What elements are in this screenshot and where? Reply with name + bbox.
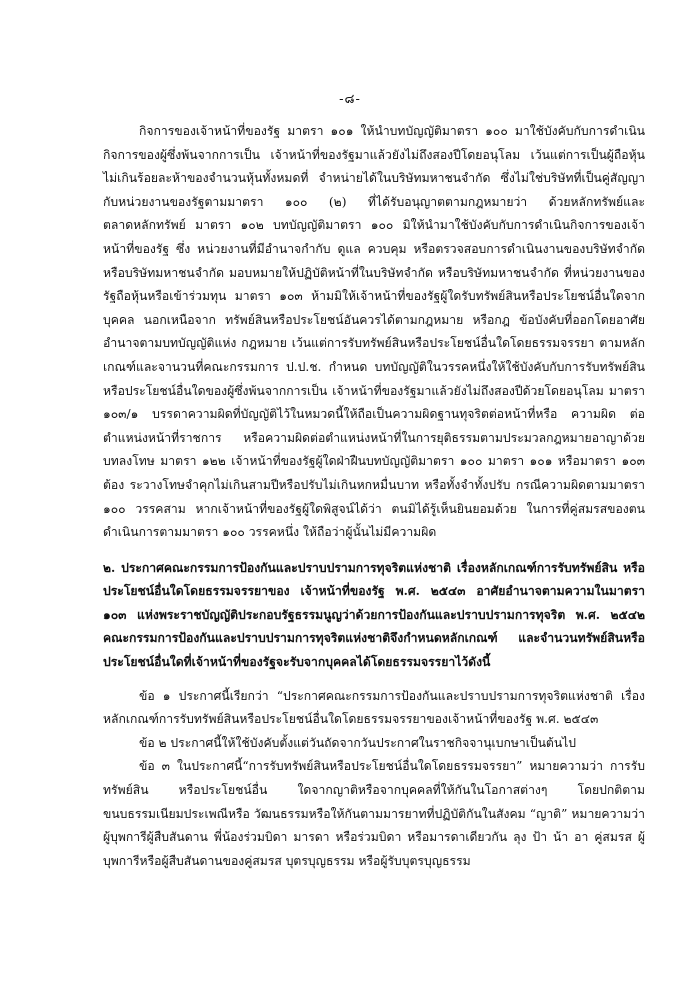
paragraph-statute-text: กิจการของเจ้าหน้าที่ของรัฐ มาตรา ๑๐๑ ให้นำบทบัญญัติมาตรา ๑๐๐ มาใช้บังคับกับการดำเนินกิจการของผู้ซึ่งพ้นจากการเป็น เจ้าหน้าที่ของรัฐมาแล้วยังไม่ถึงสองปีโดยอนุโลม เว้นแต่การเป็นผู้ถือหุ้นไม่เกินร้อยละห้าของจำนวนหุ้นทั้งหมดที่ จำหน่ายได้ในบริษัทมหาชนจำกัด ซึ่งไม่ใช่บริษัทที่เป็นคู่สัญญากับหน่วยงานของรัฐตามมาตรา ๑๐๐ (๒) ที่ได้รับอนุญาตตามกฎหมายว่า ด้วยหลักทรัพย์และตลาดหลักทรัพย์ มาตรา ๑๐๒ บทบัญญัติมาตรา ๑๐๐ มิให้นำมาใช้บังคับกับการดำเนินกิจการของเจ้าหน้าที่ของรัฐ ซึ่ง หน่วยงานที่มีอำนาจกำกับ ดูแล ควบคุม หรือตรวจสอบการดำเนินงานของบริษัทจำกัด หรือบริษัทมหาชนจำกัด มอบหมายให้ปฏิบัติหน้าที่ในบริษัทจำกัด หรือบริษัทมหาชนจำกัด ที่หน่วยงานของรัฐถือหุ้นหรือเข้าร่วมทุน มาตรา ๑๐๓ ห้ามมิให้เจ้าหน้าที่ของรัฐผู้ใดรับทรัพย์สินหรือประโยชน์อื่นใดจากบุคคล นอกเหนือจาก ทรัพย์สินหรือประโยชน์อันควรได้ตามกฎหมาย หรือกฎ ข้อบังคับที่ออกโดยอาศัยอำนาจตามบทบัญญัติแห่ง กฎหมาย เว้นแต่การรับทรัพย์สินหรือประโยชน์อื่นใดโดยธรรมจรรยา ตามหลักเกณฑ์และจานวนที่คณะกรรมการ ป.ป.ช. กำหนด บทบัญญัติในวรรคหนึ่งให้ใช้บังคับกับการรับทรัพย์สินหรือประโยชน์อื่นใดของผู้ซึ่งพ้นจากการเป็น เจ้าหน้าที่ของรัฐมาแล้วยังไม่ถึงสองปีด้วยโดยอนุโลม มาตรา ๑๐๓/๑ บรรดาความผิดที่บัญญัติไว้ในหมวดนี้ให้ถือเป็นความผิดฐานทุจริตต่อหน้าที่หรือ ความผิด ต่อตำแหน่งหน้าที่ราชการ หรือความผิดต่อตำแหน่งหน้าที่ในการยุติธรรมตามประมวลกฎหมายอาญาด้วย บทลงโทษ มาตรา ๑๒๒ เจ้าหน้าที่ของรัฐผู้ใดฝ่าฝืนบทบัญญัติมาตรา ๑๐๐ มาตรา ๑๐๑ หรือมาตรา ๑๐๓ ต้อง ระวางโทษจำคุกไม่เกินสามปีหรือปรับไม่เกินหกหมื่นบาท หรือทั้งจำทั้งปรับ กรณีความผิดตามมาตรา ๑๐๐ วรรคสาม หากเจ้าหน้าที่ของรัฐผู้ใดพิสูจน์ได้ว่า ตนมิได้รู้เห็นยินยอมด้วย ในการที่คู่สมรสของตนดำเนินการตามมาตรา ๑๐๐ วรรคหนึ่ง ให้ถือว่าผู้นั้นไม่มีความผิด [103, 124, 645, 540]
page-number: -๘- [339, 92, 361, 107]
clause-3: ข้อ ๓ ในประกาศนี้“การรับทรัพย์สินหรือประโยชน์อื่นใดโดยธรรมจรรยา” หมายความว่า การรับทรัพย์สิน หรือประโยชน์อื่น ใดจากญาติหรือจากบุคคลที่ให้กันในโอกาสต่างๆ โดยปกติตามขนบธรรมเนียมประเพณีหรือ วัฒนธรรมหรือให้กันตามมารยาทที่ปฏิบัติกันในสังคม “ญาติ” หมายความว่า ผู้บุพการีผู้สืบสันดาน พี่น้องร่วมบิดา มารดา หรือร่วมบิดา หรือมารดาเดียวกัน ลุง ป้า น้า อา คู่สมรส ผู้บุพการีหรือผู้สืบสันดานของคู่สมรส บุตรบุญธรรม หรือผู้รับบุตรบุญธรรม [103, 759, 645, 868]
clause-2: ข้อ ๒ ประกาศนี้ให้ใช้บังคับตั้งแต่วันถัดจากวันประกาศในราชกิจจานุเบกษาเป็นต้นไป [139, 735, 577, 750]
clause-list [103, 685, 645, 874]
clause-1: ข้อ ๑ ประกาศนี้เรียกว่า “ประกาศคณะกรรมการป้องกันและปราบปรามการทุจริตแห่งชาติ เรื่อง หลักเกณฑ์การรับทรัพย์สินหรือประโยชน์อื่นใดโดยธรรมจรรยาของเจ้าหน้าที่ของรัฐ พ.ศ. ๒๕๔๓ [103, 688, 645, 727]
document-body [103, 120, 645, 873]
section-2-heading: ๒. ประกาศคณะกรรมการป้องกันและปราบปรามการทุจริตแห่งชาติ เรื่องหลักเกณฑ์การรับทรัพย์สิน หรือประโยชน์อื่นใดโดยธรรมจรรยาของ เจ้าหน้าที่ของรัฐ พ.ศ. ๒๕๔๓ อาศัยอำนาจตามความในมาตรา ๑๐๓ แห่งพระราชบัญญัติประกอบรัฐธรรมนูญว่าด้วยการป้องกันและปราบปรามการทุจริต พ.ศ. ๒๕๔๒ คณะกรรมการป้องกันและปราบปรามการทุจริตแห่งชาติจึงกำหนดหลักเกณฑ์ และจำนวนทรัพย์สินหรือประโยชน์อื่นใดที่เจ้าหน้าที่ของรัฐจะรับจากบุคคลได้โดยธรรมจรรยาไว้ดังนี้ [103, 560, 645, 670]
